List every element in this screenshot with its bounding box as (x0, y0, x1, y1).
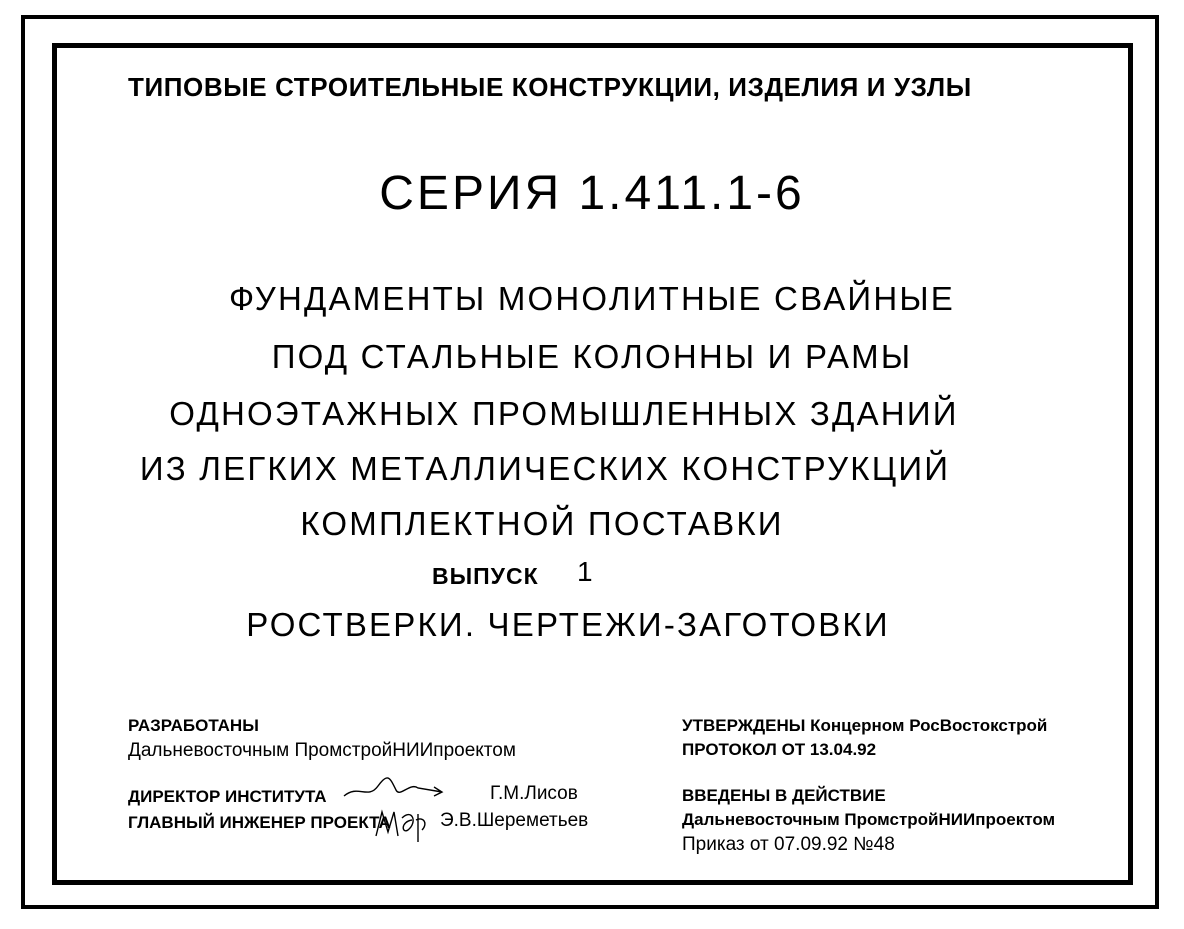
director-name: Г.М.Лисов (490, 783, 578, 804)
enacted-label: ВВЕДЕНЫ В ДЕЙСТВИЕ (682, 786, 886, 805)
enacted-order: Приказ от 07.09.92 №48 (682, 834, 895, 855)
title-line-4: ИЗ ЛЕГКИХ МЕТАЛЛИЧЕСКИХ КОНСТРУКЦИЙ (139, 450, 951, 487)
director-signature (338, 774, 448, 806)
issue-label: ВЫПУСК (432, 563, 539, 589)
approved-line-2: ПРОТОКОЛ ОТ 13.04.92 (682, 740, 877, 759)
developed-org: Дальневосточным ПромстройНИИпроектом (128, 740, 516, 761)
engineer-name: Э.В.Шереметьев (440, 810, 589, 831)
enacted-org: Дальневосточным ПромстройНИИпроектом (682, 810, 1056, 829)
series-title: СЕРИЯ 1.411.1-6 (379, 167, 805, 220)
title-line-2: ПОД СТАЛЬНЫЕ КОЛОННЫ И РАМЫ (271, 338, 913, 375)
engineer-role: ГЛАВНЫЙ ИНЖЕНЕР ПРОЕКТА (128, 813, 391, 832)
subtitle: РОСТВЕРКИ. ЧЕРТЕЖИ-ЗАГОТОВКИ (246, 606, 890, 643)
title-line-3: ОДНОЭТАЖНЫХ ПРОМЫШЛЕННЫХ ЗДАНИЙ (169, 395, 959, 432)
title-line-1: ФУНДАМЕНТЫ МОНОЛИТНЫЕ СВАЙНЫЕ (228, 280, 955, 317)
developed-label: РАЗРАБОТАНЫ (128, 716, 259, 735)
title-line-5: КОМПЛЕКТНОЙ ПОСТАВКИ (300, 505, 784, 542)
director-role: ДИРЕКТОР ИНСТИТУТА (128, 787, 327, 806)
engineer-signature (372, 804, 434, 846)
issue-number: 1 (577, 556, 593, 587)
document-header: ТИПОВЫЕ СТРОИТЕЛЬНЫЕ КОНСТРУКЦИИ, ИЗДЕЛИЯ И УЗЛЫ (128, 72, 972, 102)
approved-line-1: УТВЕРЖДЕНЫ Концерном РосВостокстрой (682, 716, 1048, 735)
